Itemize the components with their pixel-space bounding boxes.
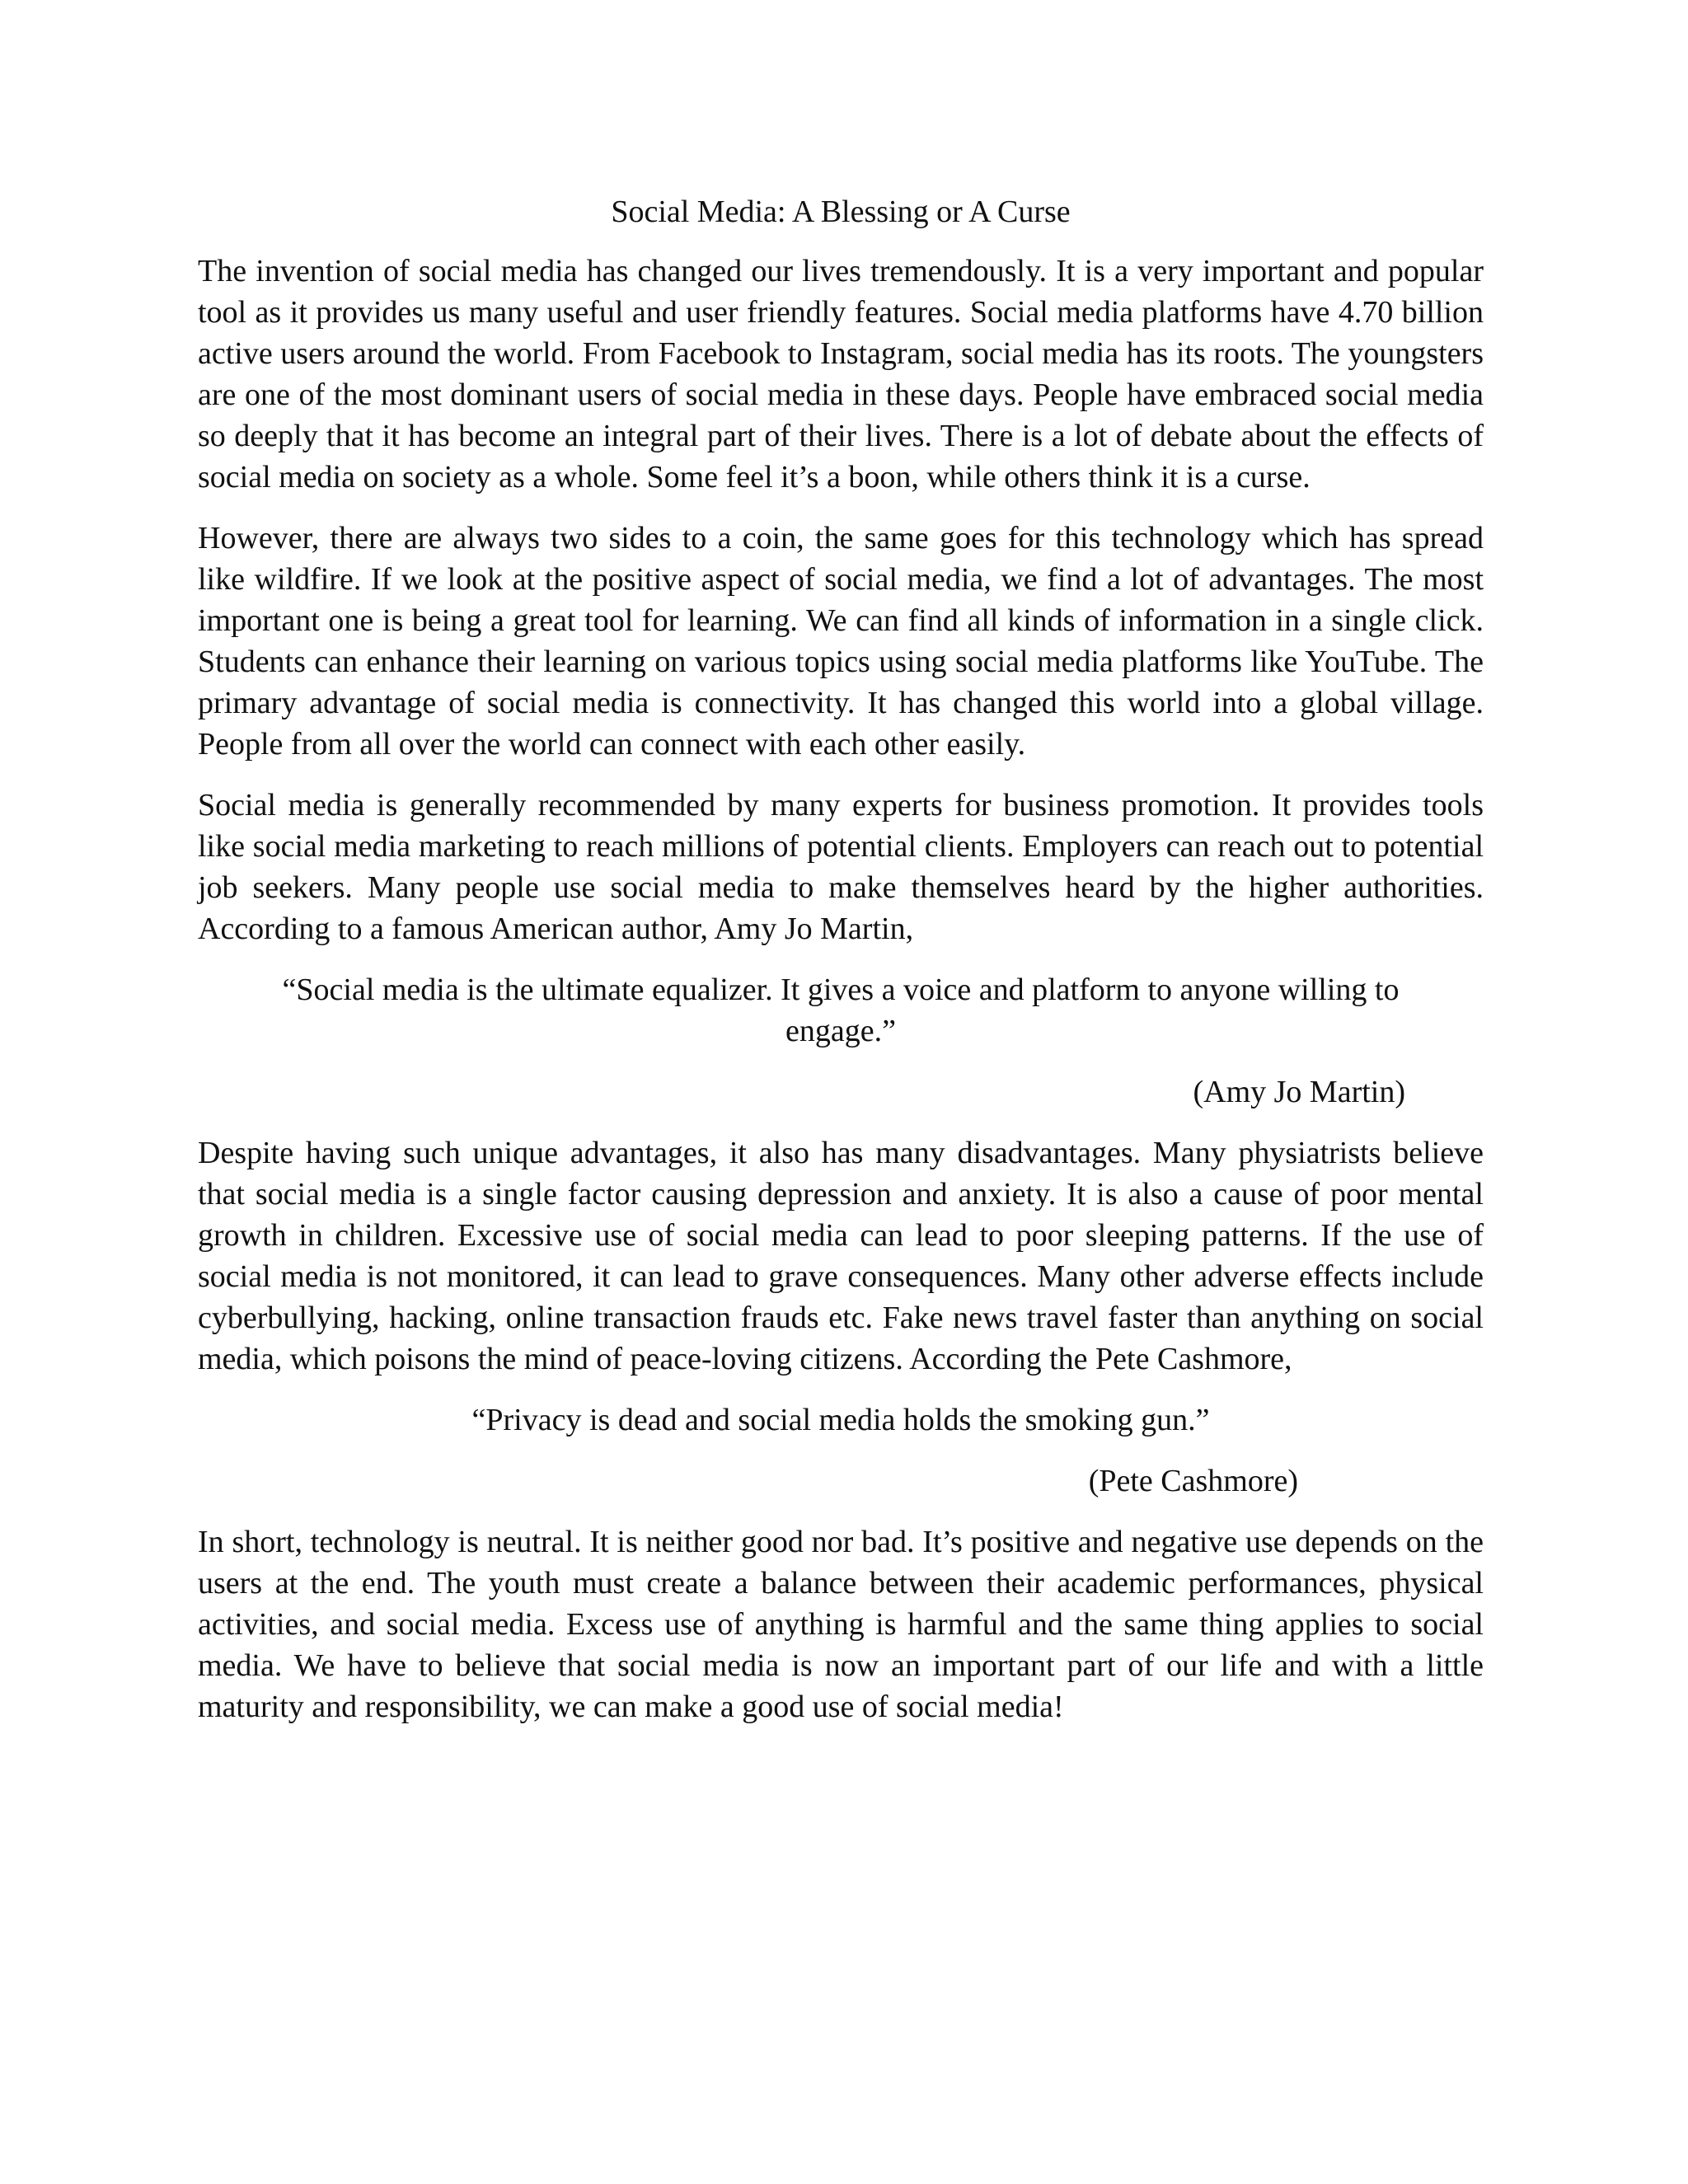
quote-amy-jo-martin: “Social media is the ultimate equalizer. It gives a voice and platform to anyone willing to engage.”	[282, 972, 1400, 1048]
document-title: Social Media: A Blessing or A Curse	[611, 194, 1071, 229]
paragraph-disadvantages: Despite having such unique advantages, it also has many disadvantages. Many physiatrists believe that social media is a single factor causing depression and anxiety. It is also a cause of poor mental growth in children. Excessive use of social media can lead to poor sleeping patterns. If the use of social media is not monitored, it can lead to grave consequences. Many other adverse effects include cyberbullying, hacking, online transaction frauds etc. Fake news travel faster than anything on social media, which poisons the mind of peace-loving citizens. According the Pete Cashmore,	[198, 1136, 1484, 1376]
document-page	[198, 191, 1484, 1747]
paragraph-business: Social media is generally recommended by many experts for business promotion. It provides tools like social media marketing to reach millions of potential clients. Employers can reach out to potential job seekers. Many people use social media to make themselves heard by the higher authorities. According to a famous American author, Amy Jo Martin,	[198, 788, 1484, 946]
quote-pete-cashmore: “Privacy is dead and social media holds the smoking gun.”	[471, 1403, 1210, 1437]
quote-attribution-amy-jo-martin: (Amy Jo Martin)	[1193, 1075, 1405, 1109]
paragraph-conclusion: In short, technology is neutral. It is neither good nor bad. It’s positive and negative use depends on the users at the end. The youth must create a balance between their academic performances, physical activities, and social media. Excess use of anything is harmful and the same thing applies to social media. We have to believe that social media is now an important part of our life and with a little maturity and responsibility, we can make a good use of social media!	[198, 1525, 1484, 1724]
quote-attribution-pete-cashmore: (Pete Cashmore)	[1088, 1464, 1298, 1498]
paragraph-introduction: The invention of social media has changed our lives tremendously. It is a very important and popular tool as it provides us many useful and user friendly features. Social media platforms have 4.70 billion active users around the world. From Facebook to Instagram, social media has its roots. The youngsters are one of the most dominant users of social media in these days. People have embraced social media so deeply that it has become an integral part of their lives. There is a lot of debate about the effects of social media on society as a whole. Some feel it’s a boon, while others think it is a curse.	[198, 254, 1484, 494]
paragraph-advantages: However, there are always two sides to a coin, the same goes for this technology which has spread like wildfire. If we look at the positive aspect of social media, we find a lot of advantages. The most important one is being a great tool for learning. We can find all kinds of information in a single click. Students can enhance their learning on various topics using social media platforms like YouTube. The primary advantage of social media is connectivity. It has changed this world into a global village. People from all over the world can connect with each other easily.	[198, 521, 1484, 762]
